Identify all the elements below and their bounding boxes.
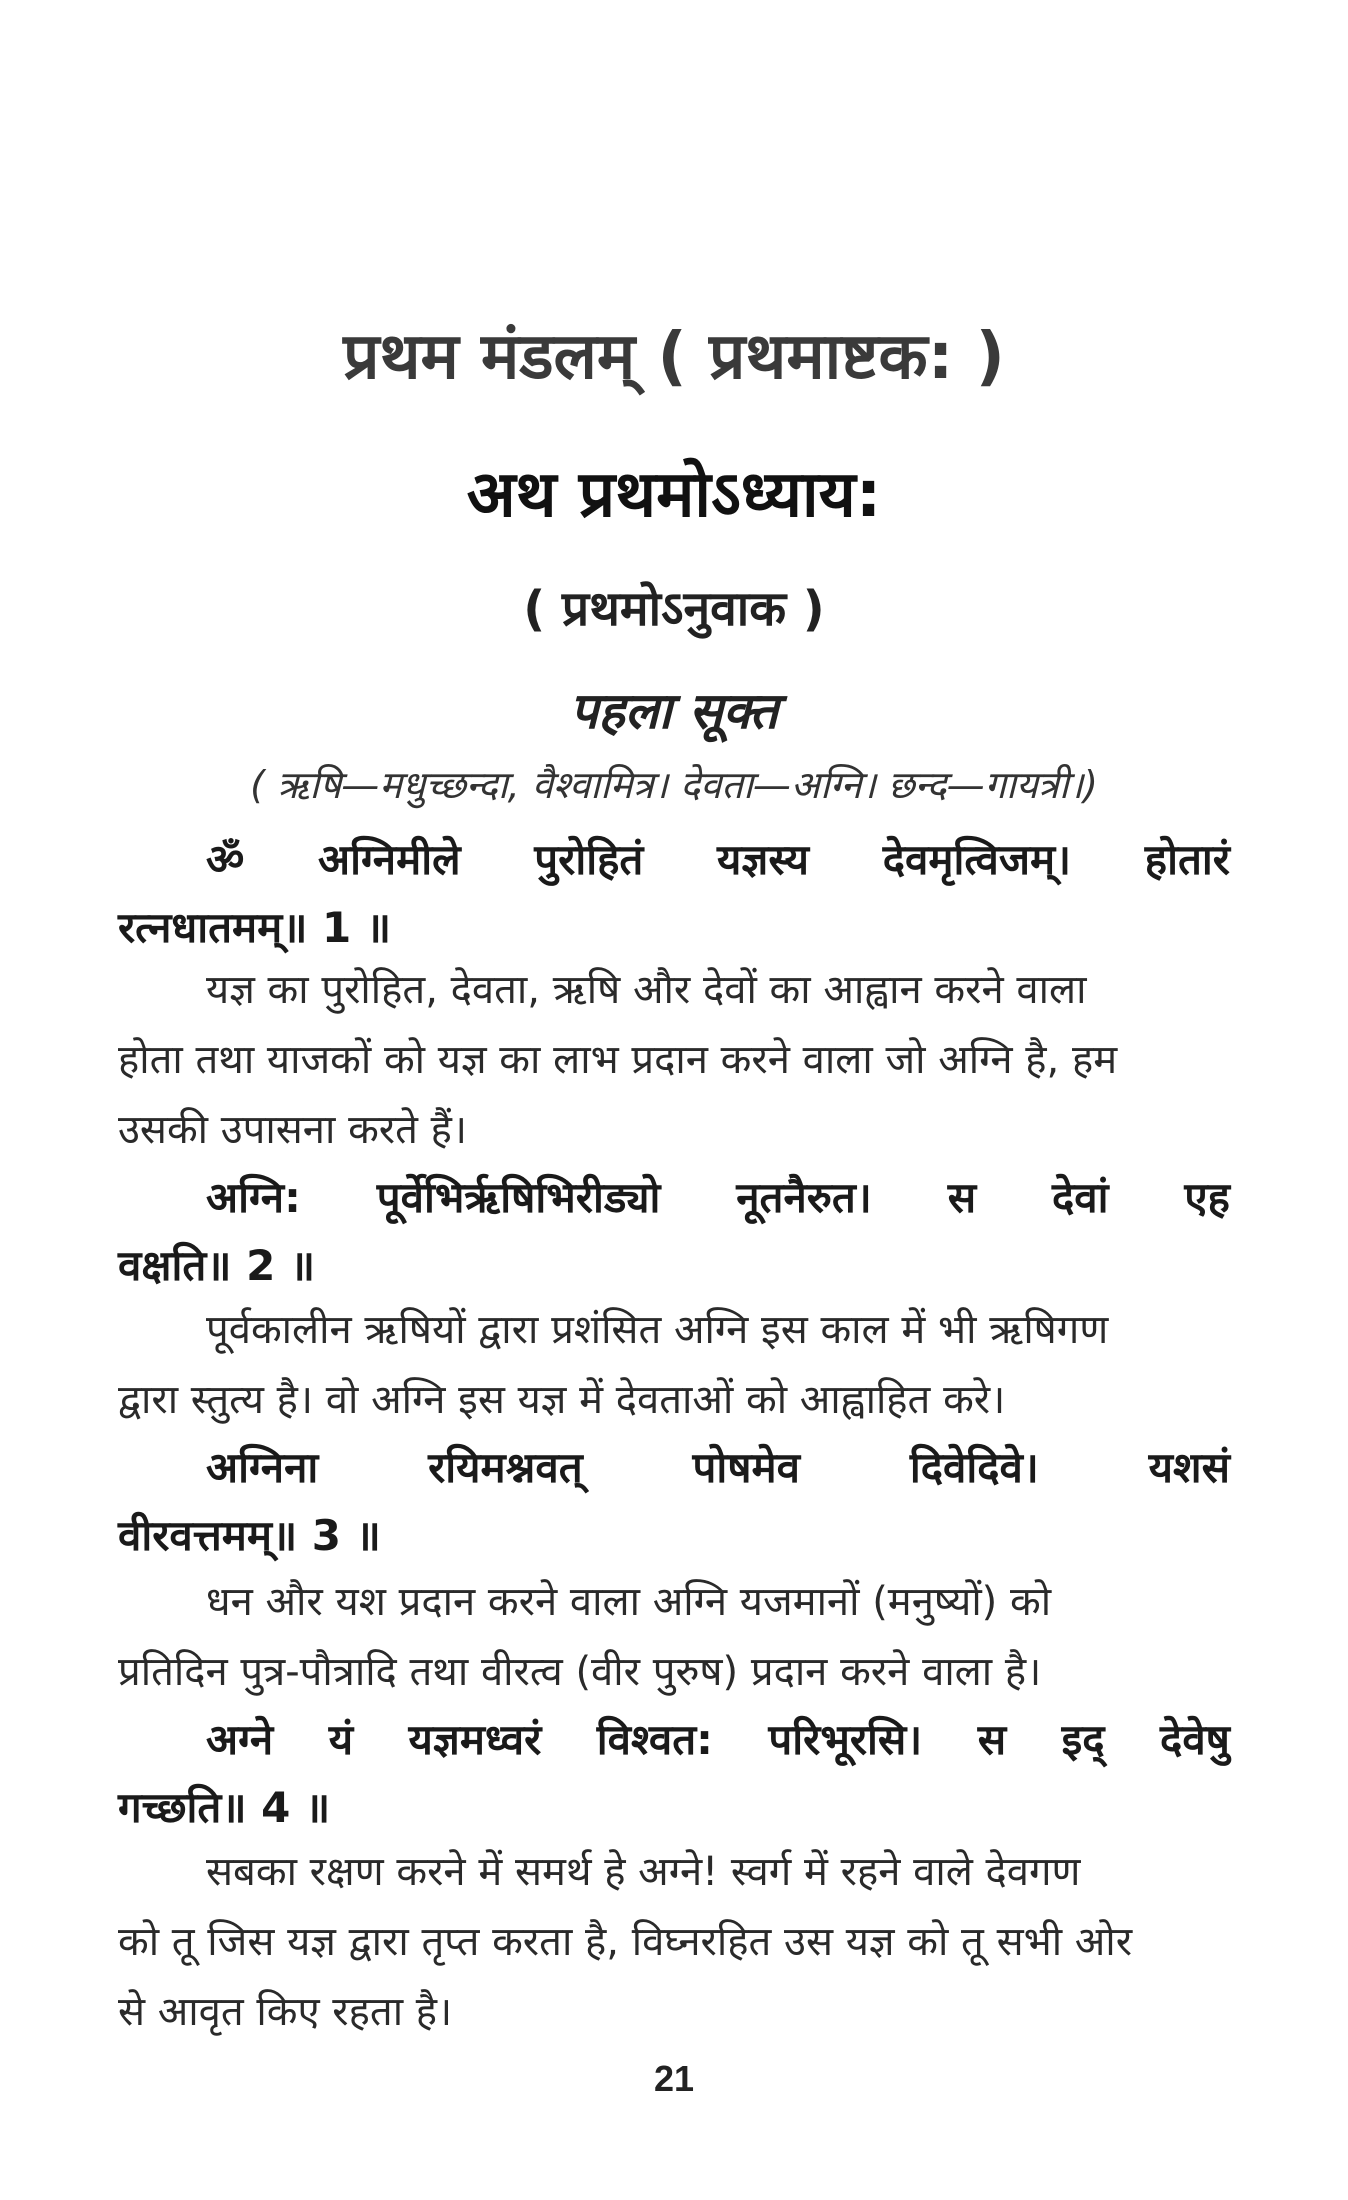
meaning-4-line-3: से आवृत किए रहता है। — [118, 1989, 453, 2035]
mantra-word: ॐ — [206, 835, 245, 884]
meaning-2-line-2: द्वारा स्तुत्य है। वो अग्नि इस यज्ञ में देवताओं को आह्वाहित करे। — [118, 1377, 1006, 1423]
mantra-word: पोषमेव — [692, 1443, 800, 1492]
meaning-4-line-2: को तू जिस यज्ञ द्वारा तृप्त करता है, विघ्नरहित उस यज्ञ को तू सभी ओर — [118, 1919, 1133, 1965]
mandal-heading: प्रथम मंडलम् ( प्रथमाष्टक: ) — [343, 320, 1005, 394]
meaning-2-line-1: पूर्वकालीन ऋषियों द्वारा प्रशंसित अग्नि इस काल में भी ऋषिगण — [206, 1307, 1109, 1353]
mantra-word: होतारं — [1144, 835, 1230, 884]
mantra-word: नूतनैरुत। — [736, 1173, 872, 1222]
mantra-1-line-1 — [206, 830, 1230, 887]
meaning-1-line-3: उसकी उपासना करते हैं। — [118, 1107, 468, 1153]
mantra-word: यं — [328, 1715, 354, 1764]
meaning-1-line-1: यज्ञ का पुरोहित, देवता, ऋषि और देवों का आह्वान करने वाला — [206, 967, 1087, 1013]
mantra-4-line-1 — [206, 1710, 1230, 1767]
mantra-word: पूर्वेभिर्ऋषिभिरीड्यो — [376, 1173, 661, 1222]
mantra-3-line-2: वीरवत्तमम्॥ 3 ॥ — [118, 1511, 381, 1560]
mantra-1-line-2: रत्नधातमम्॥ 1 ॥ — [118, 903, 392, 952]
meaning-4-line-1: सबका रक्षण करने में समर्थ हे अग्ने! स्वर्ग में रहने वाले देवगण — [206, 1849, 1081, 1895]
mantra-word: स — [947, 1173, 977, 1222]
sukta-heading: पहला सूक्त — [569, 682, 779, 740]
mantra-2-line-2: वक्षति॥ 2 ॥ — [118, 1241, 316, 1290]
mantra-word: इद् — [1061, 1715, 1105, 1764]
mantra-word: देवां — [1051, 1173, 1109, 1222]
mantra-2-line-1 — [206, 1168, 1230, 1225]
mantra-word: परिभूरसि। — [768, 1715, 923, 1764]
rishi-devata-note: ( ऋषि—मधुच्छन्दा, वैश्वामित्र। देवता—अग्नि। छन्द—गायत्री।) — [250, 763, 1098, 807]
mantra-word: अग्निमीले — [318, 835, 461, 884]
mantra-word: अग्ने — [206, 1715, 274, 1764]
mantra-word: स — [977, 1715, 1007, 1764]
mantra-word: यज्ञस्य — [717, 835, 810, 884]
meaning-3-line-1: धन और यश प्रदान करने वाला अग्नि यजमानों (मनुष्यों) को — [206, 1579, 1052, 1625]
mantra-word: पुरोहितं — [534, 835, 644, 884]
mantra-3-line-1 — [206, 1438, 1230, 1495]
mantra-word: यशसं — [1148, 1443, 1230, 1492]
meaning-3-line-2: प्रतिदिन पुत्र-पौत्रादि तथा वीरत्व (वीर पुरुष) प्रदान करने वाला है। — [118, 1649, 1042, 1695]
mantra-word: विश्वत: — [596, 1715, 713, 1764]
page-number: 21 — [653, 2058, 695, 2099]
mantra-word: यज्ञमध्वरं — [408, 1715, 542, 1764]
mantra-word: रयिमश्नवत् — [428, 1443, 583, 1492]
mantra-word: अग्नि: — [206, 1173, 301, 1222]
mantra-4-line-2: गच्छति॥ 4 ॥ — [118, 1783, 331, 1832]
mantra-word: देवमृत्विजम्। — [882, 835, 1072, 884]
mantra-word: एह — [1184, 1173, 1230, 1222]
meaning-1-line-2: होता तथा याजकों को यज्ञ का लाभ प्रदान करने वाला जो अग्नि है, हम — [118, 1037, 1118, 1083]
mantra-word: देवेषु — [1160, 1715, 1230, 1764]
mantra-word: अग्निना — [206, 1443, 319, 1492]
mantra-word: दिवेदिवे। — [909, 1443, 1039, 1492]
anuvak-heading: ( प्रथमोऽनुवाक ) — [523, 581, 825, 637]
adhyay-heading: अथ प्रथमोऽध्याय: — [466, 458, 882, 532]
